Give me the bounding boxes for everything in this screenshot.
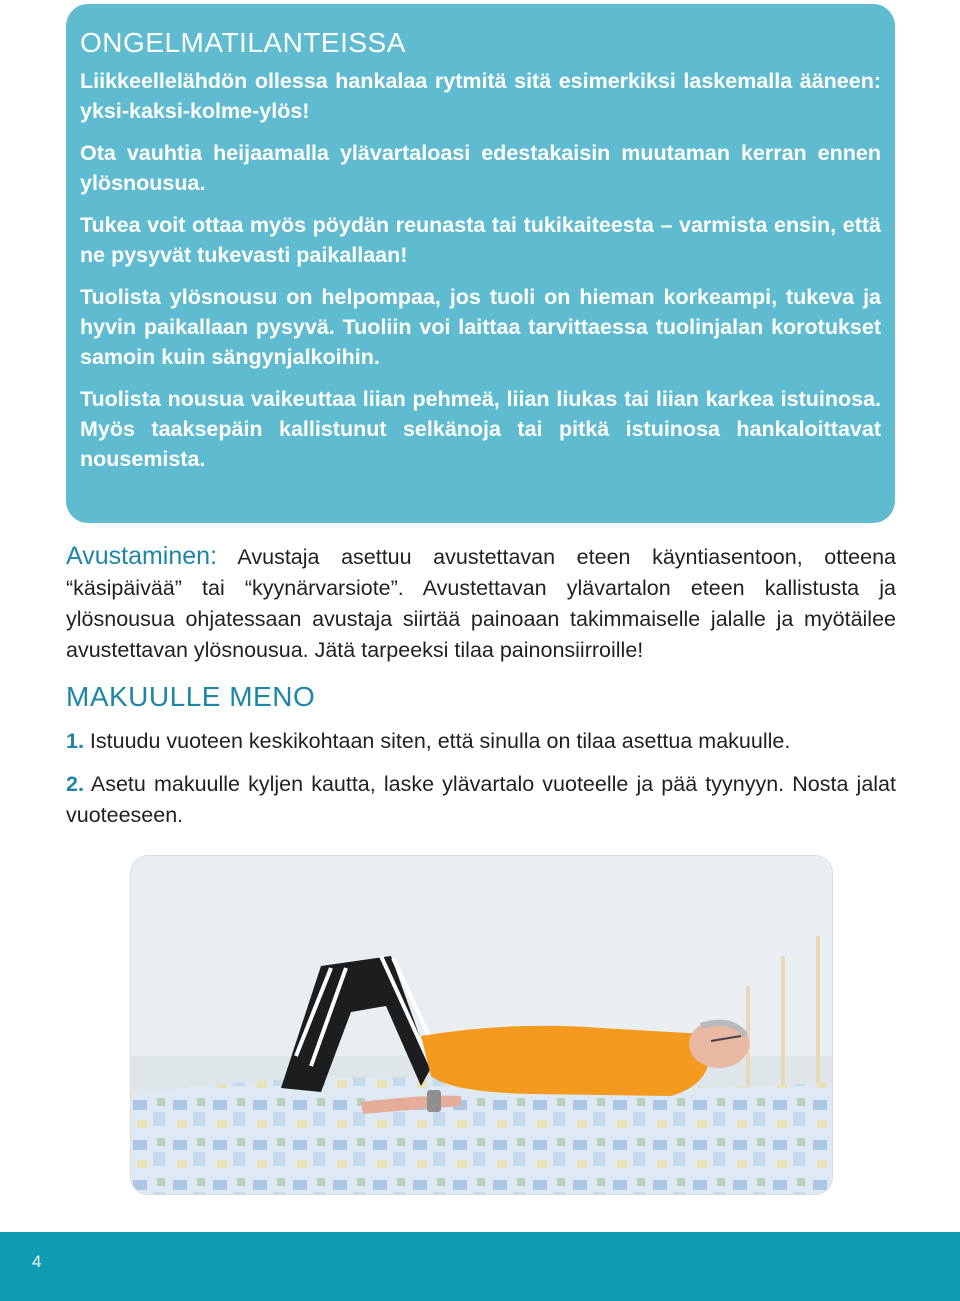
step-1: [66, 726, 896, 757]
page-footer: [0, 1232, 960, 1301]
lying-down-photo: [130, 855, 833, 1195]
info-paragraph: Tukea voit ottaa myös pöydän reunasta tai tukikaiteesta – varmista ensin, että ne pysyvät tukevasti paikallaan!: [80, 213, 881, 267]
info-paragraph: Tuolista nousua vaikeuttaa liian pehmeä, liian liukas tai liian karkea istuinosa. Myös taaksepäin kallistunut selkänoja tai pitkä istuinosa hankaloittavat nousemista.: [80, 387, 881, 471]
assist-text: Avustaja asettuu avustettavan eteen käyntiasentoon, otteena “käsipäivää” tai “kyynärvarsiote”. Avustettavan ylävartalon eteen kallistusta ja ylösnousua ohjatessaan avustaja siirtää painoaan takimmaiselle jalalle ja myötäilee avustettavan ylösnousua. Jätä tarpeeksi tilaa painonsiirroille!: [66, 545, 896, 662]
step-text: Asetu makuulle kyljen kautta, laske ylävartalo vuoteelle ja pää tyynyyn. Nosta jalat vuoteeseen.: [66, 772, 896, 827]
info-paragraph: Ota vauhtia heijaamalla ylävartaloasi edestakaisin muutaman kerran ennen ylösnousua.: [80, 141, 881, 195]
photo-illustration: [131, 856, 832, 1194]
info-paragraph: Tuolista ylösnousu on helpompaa, jos tuoli on hieman korkeampi, tukeva ja hyvin paikallaan pysyvä. Tuoliin voi laittaa tarvittaessa tuolinjalan korotukset samoin kuin sängynjalkoihin.: [80, 285, 881, 369]
step-text: Istuudu vuoteen keskikohtaan siten, että sinulla on tilaa asettua makuulle.: [83, 729, 791, 753]
info-box: [66, 4, 895, 523]
assist-paragraph: [66, 541, 896, 666]
section-heading: MAKUULLE MENO: [66, 681, 316, 712]
info-paragraph: Liikkeellelähdön ollessa hankalaa rytmitä sitä esimerkiksi laskemalla ääneen: yksi-kaksi-kolme-ylös!: [80, 69, 881, 123]
assist-lead: Avustaminen:: [66, 542, 218, 570]
page-number: 4: [32, 1252, 42, 1271]
step-number: 2.: [66, 772, 84, 796]
step-2: [66, 769, 896, 831]
info-box-title: ONGELMATILANTEISSA: [80, 27, 406, 58]
step-number: 1.: [66, 729, 84, 753]
